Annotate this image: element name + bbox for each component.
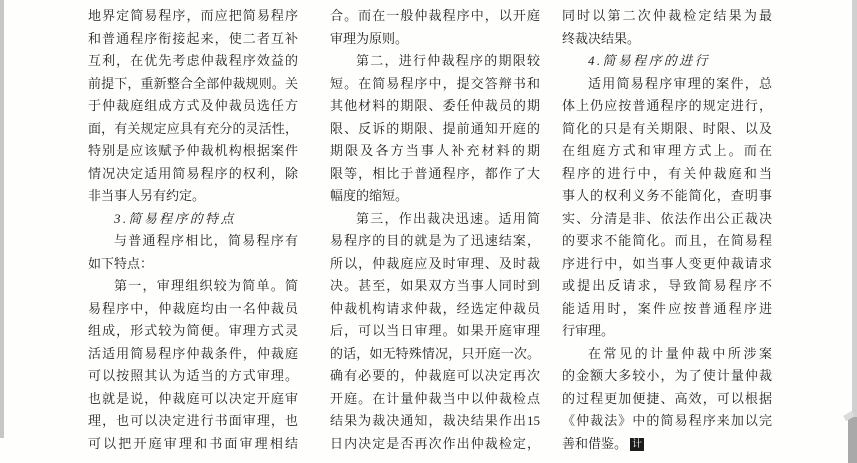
text-line: 终裁决结果。 [562,30,641,46]
text-line: 合。而在一般仲裁程序中，以开庭 [330,8,540,23]
text-line: 情况决定适用简易程序的权利，除 [88,165,298,181]
text-line: 和普通程序衔接起来，使二者互补 [88,30,298,46]
text-line: 幅度的缩短。 [330,188,409,203]
scan-edge-right [852,0,857,463]
section-heading-line: 3.简易程序的特点 [114,210,236,226]
text-line: 《仲裁法》中的简易程序来加以完 [562,413,772,428]
text-line: 地界定简易程序，而应把简易程序 [88,8,298,23]
text-line: 易程序的目的就是为了迅速结案， [330,233,540,248]
article-end-mark: 计 [632,438,643,450]
text-line: 期限及各方当事人补充材料的期 [330,143,540,158]
text-line: 开庭。在计量仲裁当中以仲裁检点 [330,390,540,406]
text-line: 于仲裁庭组成方式及仲裁员选任方 [88,98,298,113]
text-column-middle [330,5,540,455]
text-line: 决。甚至，如果双方当事人同时到 [330,278,540,293]
scan-edge-left [0,0,4,438]
text-line: 在组庭方式和审理方式上。而在 [562,143,772,158]
text-line: 日内决定是否再次作出仲裁检定， [330,435,540,451]
text-line: 第一，审理组织较为简单。简 [114,278,298,293]
text-line: 序进行中，如当事人变更仲裁请求 [562,255,772,271]
text-line: 在常见的计量仲裁中所涉案 [588,345,772,361]
text-line: 短。在简易程序中，提交答辩书和 [330,75,540,91]
text-line: 第三，作出裁决迅速。适用简 [356,210,540,226]
text-line: 易程序中，仲裁庭均由一名仲裁员 [88,300,298,316]
text-line: 事人的权利义务不能简化，查明事 [562,188,772,203]
text-line: 理，也可以决定进行书面审理，也 [88,413,298,428]
text-line: 确有必要的，仲裁庭可以决定再次 [330,368,540,383]
text-column-left [88,5,298,455]
text-line: 与普通程序相比，简易程序有 [114,233,298,248]
text-line: 限等，相比于普通程序，都作了大 [330,165,540,181]
text-line: 的要求不能简化。而且，在简易程 [562,233,772,248]
text-line: 前提下，重新整合全部仲裁规则。关 [88,75,298,91]
text-line: 活适用简易程序仲裁条件，仲裁庭 [88,345,298,361]
text-line: 的金额大多较小，为了使计量仲裁 [562,368,772,383]
section-heading-line: 4.简易程序的进行 [588,53,710,68]
text-line: 体上仍应按普通程序的规定进行， [562,98,772,113]
text-line: 结果为裁决通知，裁决结果作出15 [330,413,540,428]
text-line: 可以把开庭审理和书面审理相结 [88,435,298,451]
text-line: 非当事人另有约定。 [88,188,206,203]
text-line: 行审理。 [562,323,615,338]
text-line: 程序的进行中，有关仲裁庭和当 [562,165,772,181]
text-line: 善和借鉴。 计 [562,435,643,451]
text-line: 简化的只是有关期限、时限、以及 [562,120,772,136]
text-line: 限、反诉的期限、提前通知开庭的 [330,120,540,136]
text-column-right [562,5,772,455]
text-line: 面，有关规定应具有充分的灵活性， [88,120,298,136]
text-line: 的过程更加便捷、高效，可以根据 [562,390,772,406]
text-line: 组成，形式较为简便。审理方式灵 [88,323,298,338]
text-line: 后，可以当日审理。如果开庭审理 [330,323,540,338]
text-line: 特别是应该赋予仲裁机构根据案件 [88,143,298,158]
text-line: 或提出反请求，导致简易程序不 [562,278,772,293]
text-line: 同时以第二次仲裁检定结果为最 [562,8,772,23]
text-line: 所以，仲裁庭应及时审理、及时裁 [330,255,540,271]
text-line: 可以按照其认为适当的方式审理。 [88,368,298,383]
text-line: 第二，进行仲裁程序的期限较 [356,53,540,68]
text-line: 其他材料的期限、委任仲裁员的期 [330,98,540,113]
text-line: 互利，在优先考虑仲裁程序效益的 [88,53,298,68]
text-line: 适用简易程序审理的案件，总 [588,75,772,91]
text-line: 的话，如无特殊情况，只开庭一次。 [330,345,540,361]
text-line: 如下特点： [88,255,154,271]
text-line: 审理为原则。 [330,30,409,46]
text-line: 也就是说，仲裁庭可以决定开庭审 [88,390,298,406]
text-line: 能适用时，案件应按普通程序进 [562,300,772,316]
text-line: 仲裁机构请求仲裁，经选定仲裁员 [330,300,540,316]
scan-edge-bottom-right-shadow [848,417,857,463]
text-line: 实、分清是非、依法作出公正裁决 [562,210,772,226]
